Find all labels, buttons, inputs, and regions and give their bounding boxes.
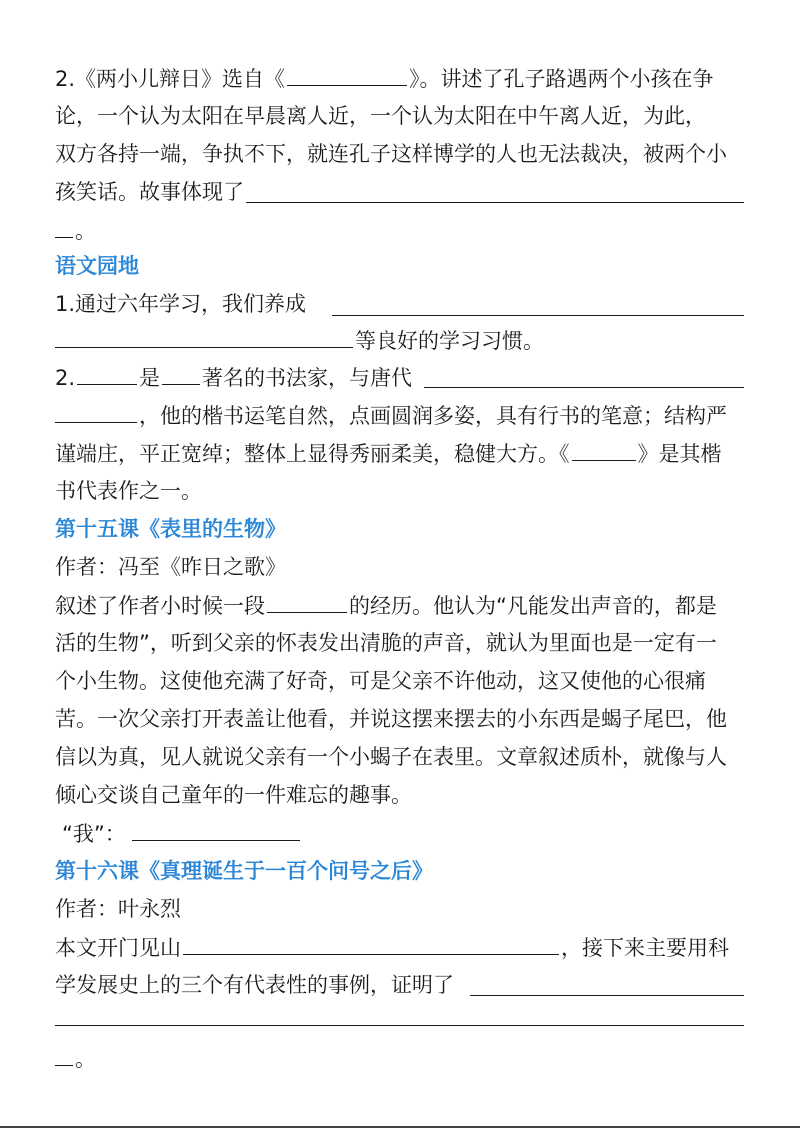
answer-blank-source[interactable] <box>287 63 407 86</box>
para-liangxiaoer-line-5 <box>55 215 745 246</box>
text: 本文开门见山 <box>55 936 181 960</box>
answer-blank-experience[interactable] <box>267 590 347 613</box>
para-liangxiaoer-line-2: 论，一个认为太阳在早晨离人近，一个认为太阳在中午离人近，为此， <box>55 104 706 128</box>
lesson-15-para-line-2: 活的生物”，听到父亲的怀表发出清脆的声音，就认为里面也是一定有一 <box>55 631 717 655</box>
lesson-15-para-line-5: 信以为真，见人就说父亲有一个小蝎子在表里。文章叙述质朴，就像与人 <box>55 745 727 769</box>
answer-blank-tang-calligraphers-end[interactable] <box>55 400 137 423</box>
lesson-15-para-line-1 <box>55 590 745 621</box>
answer-blank-story-meaning-end[interactable] <box>55 215 73 238</box>
answer-blank-opening[interactable] <box>183 932 559 955</box>
lesson-16-para-line-4 <box>55 1043 745 1074</box>
answer-blank-dynasty[interactable] <box>162 362 200 385</box>
question-2-line-3 <box>55 438 745 469</box>
answer-blank-proves-end[interactable] <box>55 1043 73 1066</box>
text: 2.《两小儿辩日》选自《 <box>55 67 286 91</box>
text: 1.通过六年学习，我们养成 <box>55 292 307 316</box>
lesson-15-author: 作者：冯至《昨日之歌》 <box>55 555 286 579</box>
answer-blank-habits[interactable] <box>55 325 353 348</box>
text: 学发展史上的三个有代表性的事例，证明了 <box>55 973 454 997</box>
text: 是 <box>139 366 161 390</box>
text: 。 <box>75 219 96 243</box>
text: 2. <box>55 366 76 390</box>
answer-blank-person[interactable] <box>77 362 137 385</box>
text: 。 <box>75 1047 96 1071</box>
answer-line-proves-continued[interactable] <box>55 1025 744 1026</box>
section-heading-lesson-15: 第十五课《表里的生物》 <box>55 517 286 541</box>
lesson-15-para-line-3: 个小生物。这使他充满了好奇，可是父亲不许他动，这又使他的心很痛 <box>55 669 706 693</box>
text: 等良好的学习习惯。 <box>355 329 544 353</box>
text: ，他的楷书运笔自然，点画圆润多姿，具有行书的笔意；结构严 <box>139 404 727 428</box>
answer-line-habits[interactable] <box>332 315 744 316</box>
text: ，接下来主要用科 <box>561 936 729 960</box>
text: “我”： <box>62 822 126 846</box>
answer-blank-masterpiece[interactable] <box>572 438 636 461</box>
question-2-line-4: 书代表作之一。 <box>55 479 202 503</box>
question-2-line-2 <box>55 400 745 431</box>
question-1-line-2 <box>55 325 745 356</box>
section-heading-lesson-16: 第十六课《真理诞生于一百个问号之后》 <box>55 859 433 883</box>
lesson-15-me-line <box>62 818 745 849</box>
lesson-15-para-line-4: 苦。一次父亲打开表盖让他看，并说这摆来摆去的小东西是蝎子尾巴，他 <box>55 707 727 731</box>
answer-line-tang-calligraphers[interactable] <box>424 387 744 388</box>
lesson-15-para-line-6: 倾心交谈自己童年的一件难忘的趣事。 <box>55 783 412 807</box>
text: 孩笑话。故事体现了 <box>55 180 244 204</box>
answer-line-story-meaning[interactable] <box>246 202 744 203</box>
para-liangxiaoer-line-1 <box>55 63 745 94</box>
answer-line-proves[interactable] <box>470 995 744 996</box>
page-bottom-divider <box>0 1126 800 1128</box>
text: 叙述了作者小时候一段 <box>55 594 265 618</box>
para-liangxiaoer-line-3: 双方各持一端，争执不下，就连孔子这样博学的人也无法裁决，被两个小 <box>55 142 727 166</box>
answer-blank-me[interactable] <box>132 818 300 841</box>
lesson-16-para-line-1 <box>55 932 745 963</box>
text: 》。讲述了孔子路遇两个小孩在争 <box>409 67 714 91</box>
question-2-line-1 <box>55 362 745 393</box>
text: 著名的书法家，与唐代 <box>202 366 413 390</box>
section-heading-yuwen-yuandi: 语文园地 <box>55 254 139 278</box>
text: 谨端庄，平正宽绰；整体上显得秀丽柔美，稳健大方。《 <box>55 442 570 466</box>
lesson-16-author: 作者：叶永烈 <box>55 897 181 921</box>
text: 的经历。他认为“凡能发出声音的，都是 <box>349 594 717 618</box>
text: 》是其楷 <box>637 442 722 466</box>
